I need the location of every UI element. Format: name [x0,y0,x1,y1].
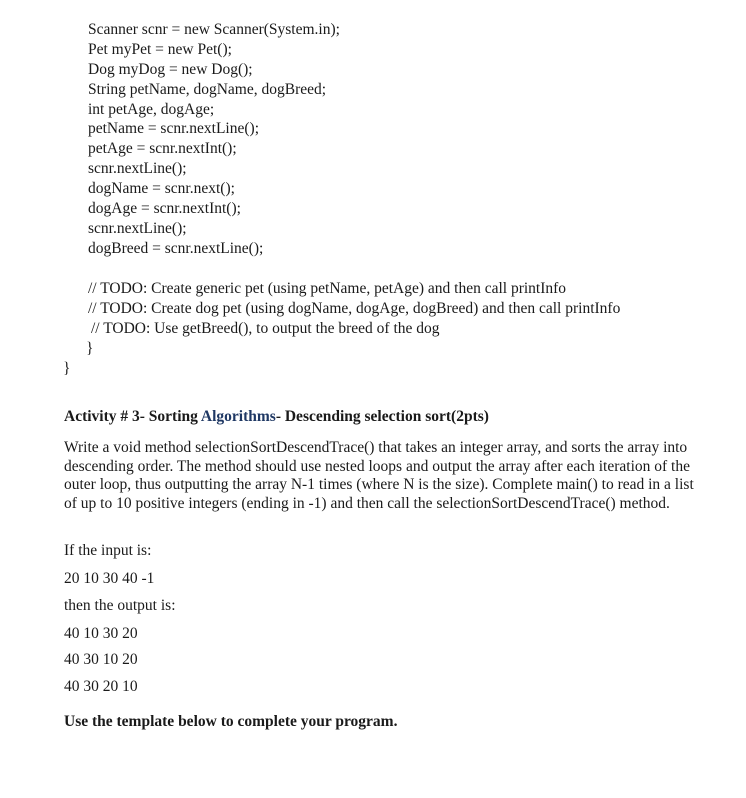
code-line: scnr.nextLine(); [88,160,187,178]
code-line: Dog myDog = new Dog(); [88,60,253,78]
activity-description: Write a void method selectionSortDescendTrace() that takes an integer array, and sorts the array into descending order. The method should use nested loops and output the array after each iteration of the outer loop, thus outputting the array N-1 times (where N is the size). Complete main() to read in a list of up to 10 positive integers (ending in -1) and then call the selectionSortDescendTrace() method. [64,439,694,512]
code-line: petAge = scnr.nextInt(); [88,140,237,158]
code-line: Scanner scnr = new Scanner(System.in); [88,21,340,38]
heading-suffix: - Descending selection sort(2pts) [275,408,489,425]
code-line: dogName = scnr.next(); [88,180,235,198]
todo-comment: // TODO: Use getBreed(), to output the breed of the dog [91,320,440,337]
code-line: dogAge = scnr.nextInt(); [88,200,241,218]
code-line: petName = scnr.nextLine(); [88,120,259,138]
input-label: If the input is: [64,542,152,559]
code-line: int petAge, dogAge; [88,100,215,118]
todo-comments [88,279,620,339]
todo-comment: // TODO: Create generic pet (using petName, petAge) and then call printInfo [88,280,567,297]
activity-heading [64,408,489,426]
output-line: 40 30 10 20 [64,651,138,668]
code-line: Pet myPet = new Pet(); [88,40,232,58]
todo-comment: // TODO: Create dog pet (using dogName, dogAge, dogBreed) and then call printInfo [88,300,621,317]
closing-brace-outer: } [63,360,71,377]
code-line: scnr.nextLine(); [88,219,187,237]
input-value: 20 10 30 40 -1 [64,570,155,587]
code-line: dogBreed = scnr.nextLine(); [88,239,264,257]
template-instruction: Use the template below to complete your program. [64,713,398,730]
code-line: String petName, dogName, dogBreed; [88,80,327,98]
closing-brace-inner: } [86,340,94,357]
output-line: 40 30 20 10 [64,678,138,695]
output-line: 40 10 30 20 [64,625,138,642]
output-label: then the output is: [64,597,176,614]
heading-prefix: Activity # 3- Sorting [64,408,201,425]
heading-accent: Algorithms [200,408,276,425]
code-snippet [88,20,340,259]
